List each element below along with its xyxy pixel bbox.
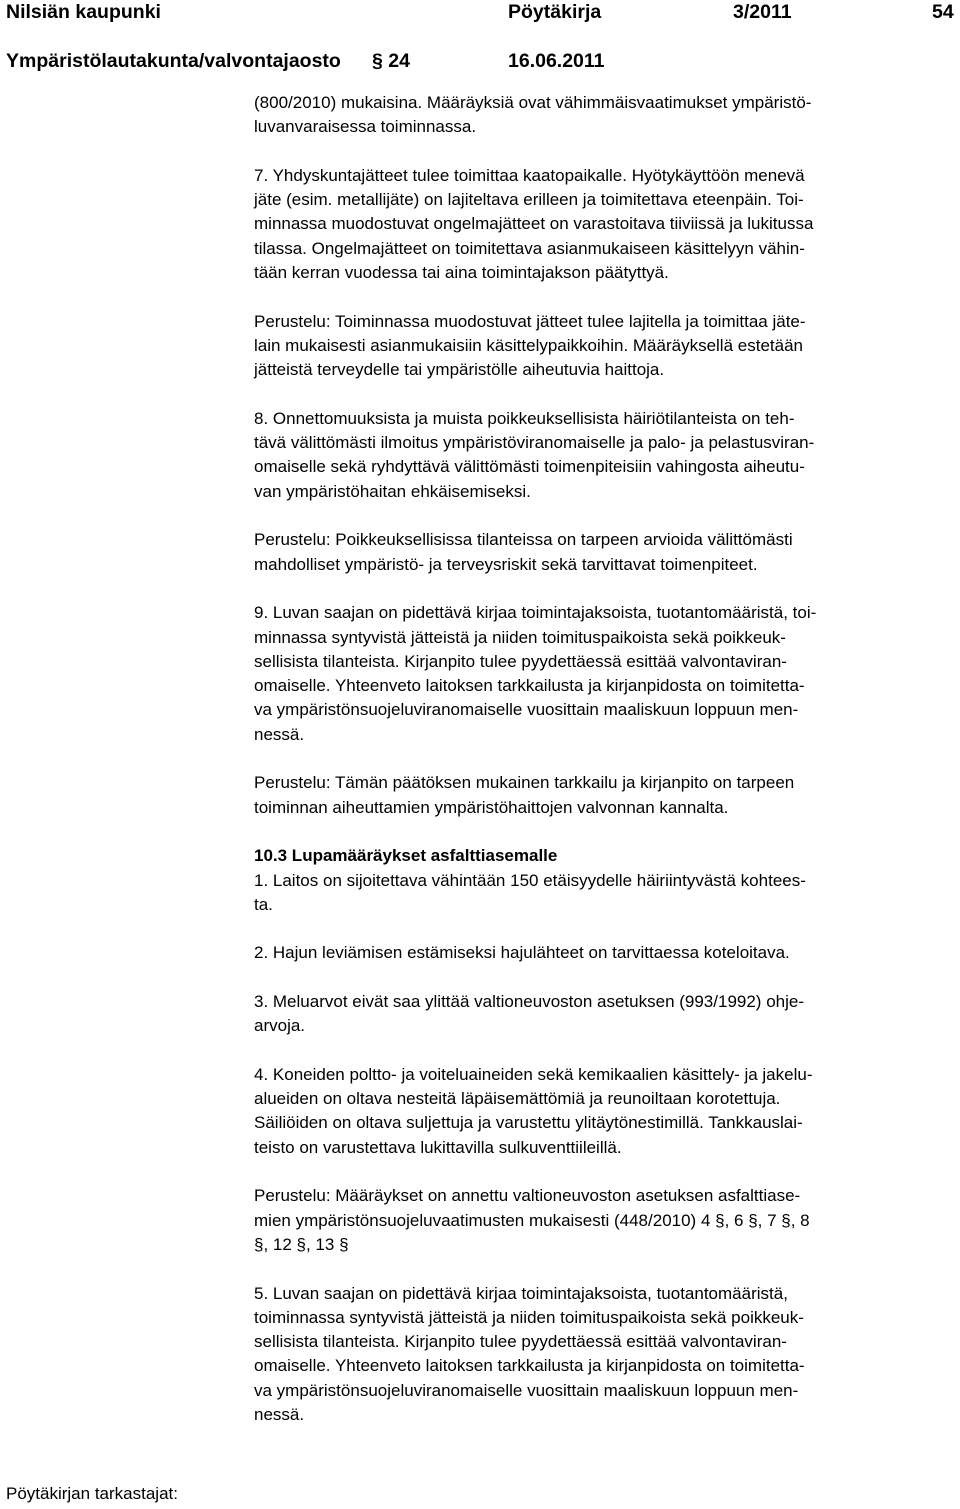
text-line: sellisista tilanteista. Kirjanpito tulee pyydettäessä esittää valvontaviran- bbox=[254, 1332, 787, 1352]
text-line: mien ympäristönsuojeluvaatimusten mukaisesti (448/2010) 4 §, 6 §, 7 §, 8 bbox=[254, 1210, 810, 1230]
text-line: tävä välittömästi ilmoitus ympäristöviranomaiselle ja palo- ja pelastusviran- bbox=[254, 433, 815, 453]
text-line: teisto on varustettava lukittavilla sulkuventtiileillä. bbox=[254, 1137, 622, 1157]
text-line: omaiselle sekä ryhdyttävä välittömästi toimenpiteisiin vahingosta aiheutu- bbox=[254, 457, 805, 477]
text-line: jätteistä terveydelle tai ympäristölle aiheutuvia haittoja. bbox=[254, 360, 665, 380]
text-line: 1. Laitos on sijoitettava vähintään 150 etäisyydelle häiriintyvästä kohtees- bbox=[254, 870, 806, 890]
text-line: Perustelu: Poikkeuksellisissa tilanteissa on tarpeen arvioida välittömästi bbox=[254, 530, 793, 550]
document-type: Pöytäkirja bbox=[508, 1, 602, 23]
text-line: tään kerran vuodessa tai aina toimintajakson päätyttyä. bbox=[254, 263, 669, 283]
text-line: tilassa. Ongelmajätteet on toimitettava asianmukaiseen käsittelyyn vähin- bbox=[254, 238, 805, 258]
text-line: Säiliöiden on oltava suljettuja ja varustettu ylitäytönestimillä. Tankkauslai- bbox=[254, 1113, 803, 1133]
text-line: omaiselle. Yhteenveto laitoksen tarkkailusta ja kirjanpidosta on toimitetta- bbox=[254, 676, 805, 696]
text-line: Perustelu: Toiminnassa muodostuvat jätteet tulee lajitella ja toimittaa jäte- bbox=[254, 311, 806, 331]
text-line: jäte (esim. metallijäte) on lajiteltava erilleen ja toimitettava eteenpäin. Toi- bbox=[254, 190, 804, 210]
text-line: nessä. bbox=[254, 1405, 305, 1425]
text-line: va ympäristönsuojeluviranomaiselle vuosittain maaliskuun loppuun men- bbox=[254, 1380, 799, 1400]
text-line: van ympäristöhaitan ehkäisemiseksi. bbox=[254, 481, 531, 501]
text-line: 9. Luvan saajan on pidettävä kirjaa toimintajaksoista, tuotantomääristä, toi- bbox=[254, 603, 817, 623]
section-heading: 10.3 Lupamääräykset asfalttiasemalle bbox=[254, 846, 558, 866]
text-line: mahdolliset ympäristö- ja terveysriskit sekä tarvittavat toimenpiteet. bbox=[254, 554, 758, 574]
text-line: (800/2010) mukaisina. Määräyksiä ovat vähimmäisvaatimukset ympäristö- bbox=[254, 93, 812, 112]
text-line: 4. Koneiden poltto- ja voiteluaineiden sekä kemikaalien käsittely- ja jakelu- bbox=[254, 1064, 813, 1084]
text-line: sellisista tilanteista. Kirjanpito tulee pyydettäessä esittää valvontaviran- bbox=[254, 651, 787, 671]
text-line: omaiselle. Yhteenveto laitoksen tarkkailusta ja kirjanpidosta on toimitetta- bbox=[254, 1356, 805, 1376]
text-line: 8. Onnettomuuksista ja muista poikkeuksellisista häiriötilanteista on teh- bbox=[254, 408, 795, 428]
text-line: luvanvaraisessa toiminnassa. bbox=[254, 117, 477, 137]
text-line: 5. Luvan saajan on pidettävä kirjaa toimintajaksoista, tuotantomääristä, bbox=[254, 1283, 788, 1303]
page-number: 54 bbox=[932, 1, 954, 23]
section-number: § 24 bbox=[372, 50, 410, 72]
document-number: 3/2011 bbox=[733, 1, 792, 23]
text-line: arvoja. bbox=[254, 1016, 306, 1036]
text-line: toiminnassa syntyvistä jätteistä ja niiden toimituspaikoista sekä poikkeuk- bbox=[254, 1307, 804, 1327]
text-line: lain mukaisesti asianmukaisiin käsittelypaikkoihin. Määräyksellä estetään bbox=[254, 335, 803, 355]
text-line: ta. bbox=[254, 894, 273, 914]
text-line: alueiden on oltava nesteitä läpäisemättömiä ja reunoiltaan korotettuja. bbox=[254, 1089, 781, 1109]
text-line: Perustelu: Määräykset on annettu valtioneuvoston asetuksen asfalttiase- bbox=[254, 1186, 801, 1206]
organization-name: Nilsiän kaupunki bbox=[6, 1, 161, 23]
text-line: minnassa syntyvistä jätteistä ja niiden toimituspaikoista sekä poikkeuk- bbox=[254, 627, 786, 647]
text-line: Perustelu: Tämän päätöksen mukainen tarkkailu ja kirjanpito on tarpeen bbox=[254, 773, 795, 793]
text-line: va ympäristönsuojeluviranomaiselle vuosittain maaliskuun loppuun men- bbox=[254, 700, 799, 720]
document-body bbox=[254, 91, 954, 1427]
text-line: 7. Yhdyskuntajätteet tulee toimittaa kaatopaikalle. Hyötykäyttöön menevä bbox=[254, 165, 805, 185]
committee-name: Ympäristölautakunta/valvontajaosto bbox=[6, 50, 341, 72]
text-line: minnassa muodostuvat ongelmajätteet on varastoitava tiiviissä ja lukitussa bbox=[254, 214, 814, 234]
minutes-reviewers-label: Pöytäkirjan tarkastajat: bbox=[6, 1484, 178, 1503]
text-line: 3. Meluarvot eivät saa ylittää valtioneuvoston asetuksen (993/1992) ohje- bbox=[254, 991, 804, 1011]
text-line: 2. Hajun leviämisen estämiseksi hajulähteet on tarvittaessa koteloitava. bbox=[254, 943, 790, 963]
text-line: toiminnan aiheuttamien ympäristöhaittojen valvonnan kannalta. bbox=[254, 797, 729, 817]
text-line: §, 12 §, 13 § bbox=[254, 1234, 349, 1254]
meeting-date: 16.06.2011 bbox=[508, 50, 605, 72]
text-line: nessä. bbox=[254, 724, 305, 744]
